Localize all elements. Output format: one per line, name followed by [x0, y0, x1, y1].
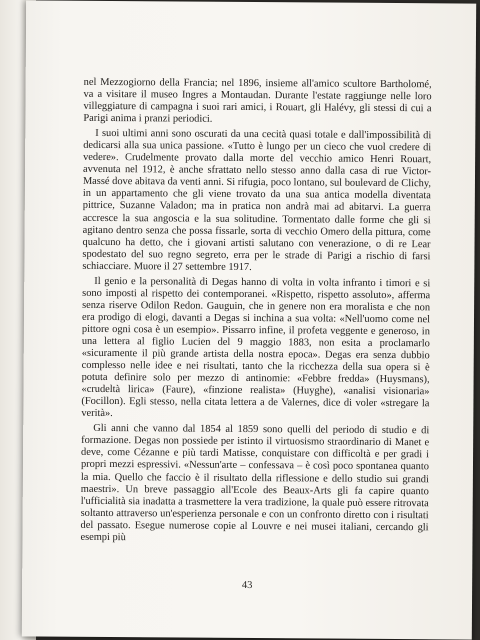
body-text [80, 77, 431, 549]
book-page [22, 0, 476, 639]
page-number: 43 [241, 579, 253, 592]
paragraph-3: Il genio e la personalità di Degas hanno di volta in volta infranto i timori e si sono imposti al rispetto dei contemporanei. «Rispetto, rispetto assoluto», afferma senza riserve Odilon Redon. Gauguin, che in genere non era moralista e che non era prodigo di elogi, davanti a Degas si inchina a sua volta: «Nell'uomo come nel pittore ogni cosa è un esempio». Pissarro infine, il profeta veggente e generoso, in una lettera al figlio Lucien del 9 maggio 1883, non esita a proclamarlo «sicuramente il più grande artista della nostra epoca». Degas era senza dubbio complesso nelle idee e nei risultati, tanto che la ricchezza della sua opera si è potuta definire solo per mezzo di antinomie: «Febbre fredda» (Huysmans), «crudeltà lirica» (Faure), «finzione realista» (Huyghe), «analisi visionaria» (Focillon). Egli stesso, nella citata lettera a de Valernes, dice di voler «stregare la verità». [81, 275, 431, 420]
paragraph-1: nel Mezzogiorno della Francia; nel 1896, insieme all'amico scultore Bartholomé, va a visitare il museo Ingres a Montaudan. Durante l'estate raggiunge nelle loro villeggiature di campagna i suoi rari amici, i Rouart, gli Halévy, gli stessi di cui a Parigi anima i pranzi periodici. [83, 76, 432, 125]
paragraph-2: I suoi ultimi anni sono oscurati da una cecità quasi totale e dall'impossibilità di dedicarsi alla sua unica passione. «Tutto è lungo per un cieco che vuol credere di vedere». Crudelmente provato dalla morte del vecchio amico Henri Rouart, avvenuta nel 1912, è anche sfrattato nello stesso anno dalla casa di rue Victor-Massé dove abitava da venti anni. Si rifugia, poco lontano, sul boulevard de Clichy, in un appartamento che gli viene trovato da una sua antica modella diventata pittrice, Suzanne Valadon; ma in pratica non andrà mai ad abitarvi. La guerra accresce la sua angoscia e la sua solitudine. Tormentato dalle forme che gli si agitano dentro senza che possa fissarle, sorta di vecchio Omero della pittura, come qualcuno ha detto, che i giovani artisti salutano con venerazione, o di re Lear spodestato del suo regno segreto, erra per le strade di Parigi a rischio di farsi schiacciare. Muore il 27 settembre 1917. [82, 128, 432, 273]
paragraph-4: Gli anni che vanno dal 1854 al 1859 sono quelli del periodo di studio e di formazione. Degas non possiede per istinto il virtuosismo straordinario di Manet e deve, come Cézanne e più tardi Matisse, conquistare con difficoltà e per gradi i propri mezzi espressivi. «Nessun'arte – confessava – è così poco spontanea quanto la mia. Quello che faccio è il risultato della riflessione e dello studio sui grandi maestri». Un breve passaggio all'Ecole des Beaux-Arts gli fa capire quanto l'ufficialità sia inadatta a trasmettere la vera tradizione, la quale può essere ritrovata soltanto attraverso un'esperienza personale e con un confronto diretto con i risultati del passato. Esegue numerose copie al Louvre e nei musei italiani, cercando gli esempi più [80, 423, 430, 543]
